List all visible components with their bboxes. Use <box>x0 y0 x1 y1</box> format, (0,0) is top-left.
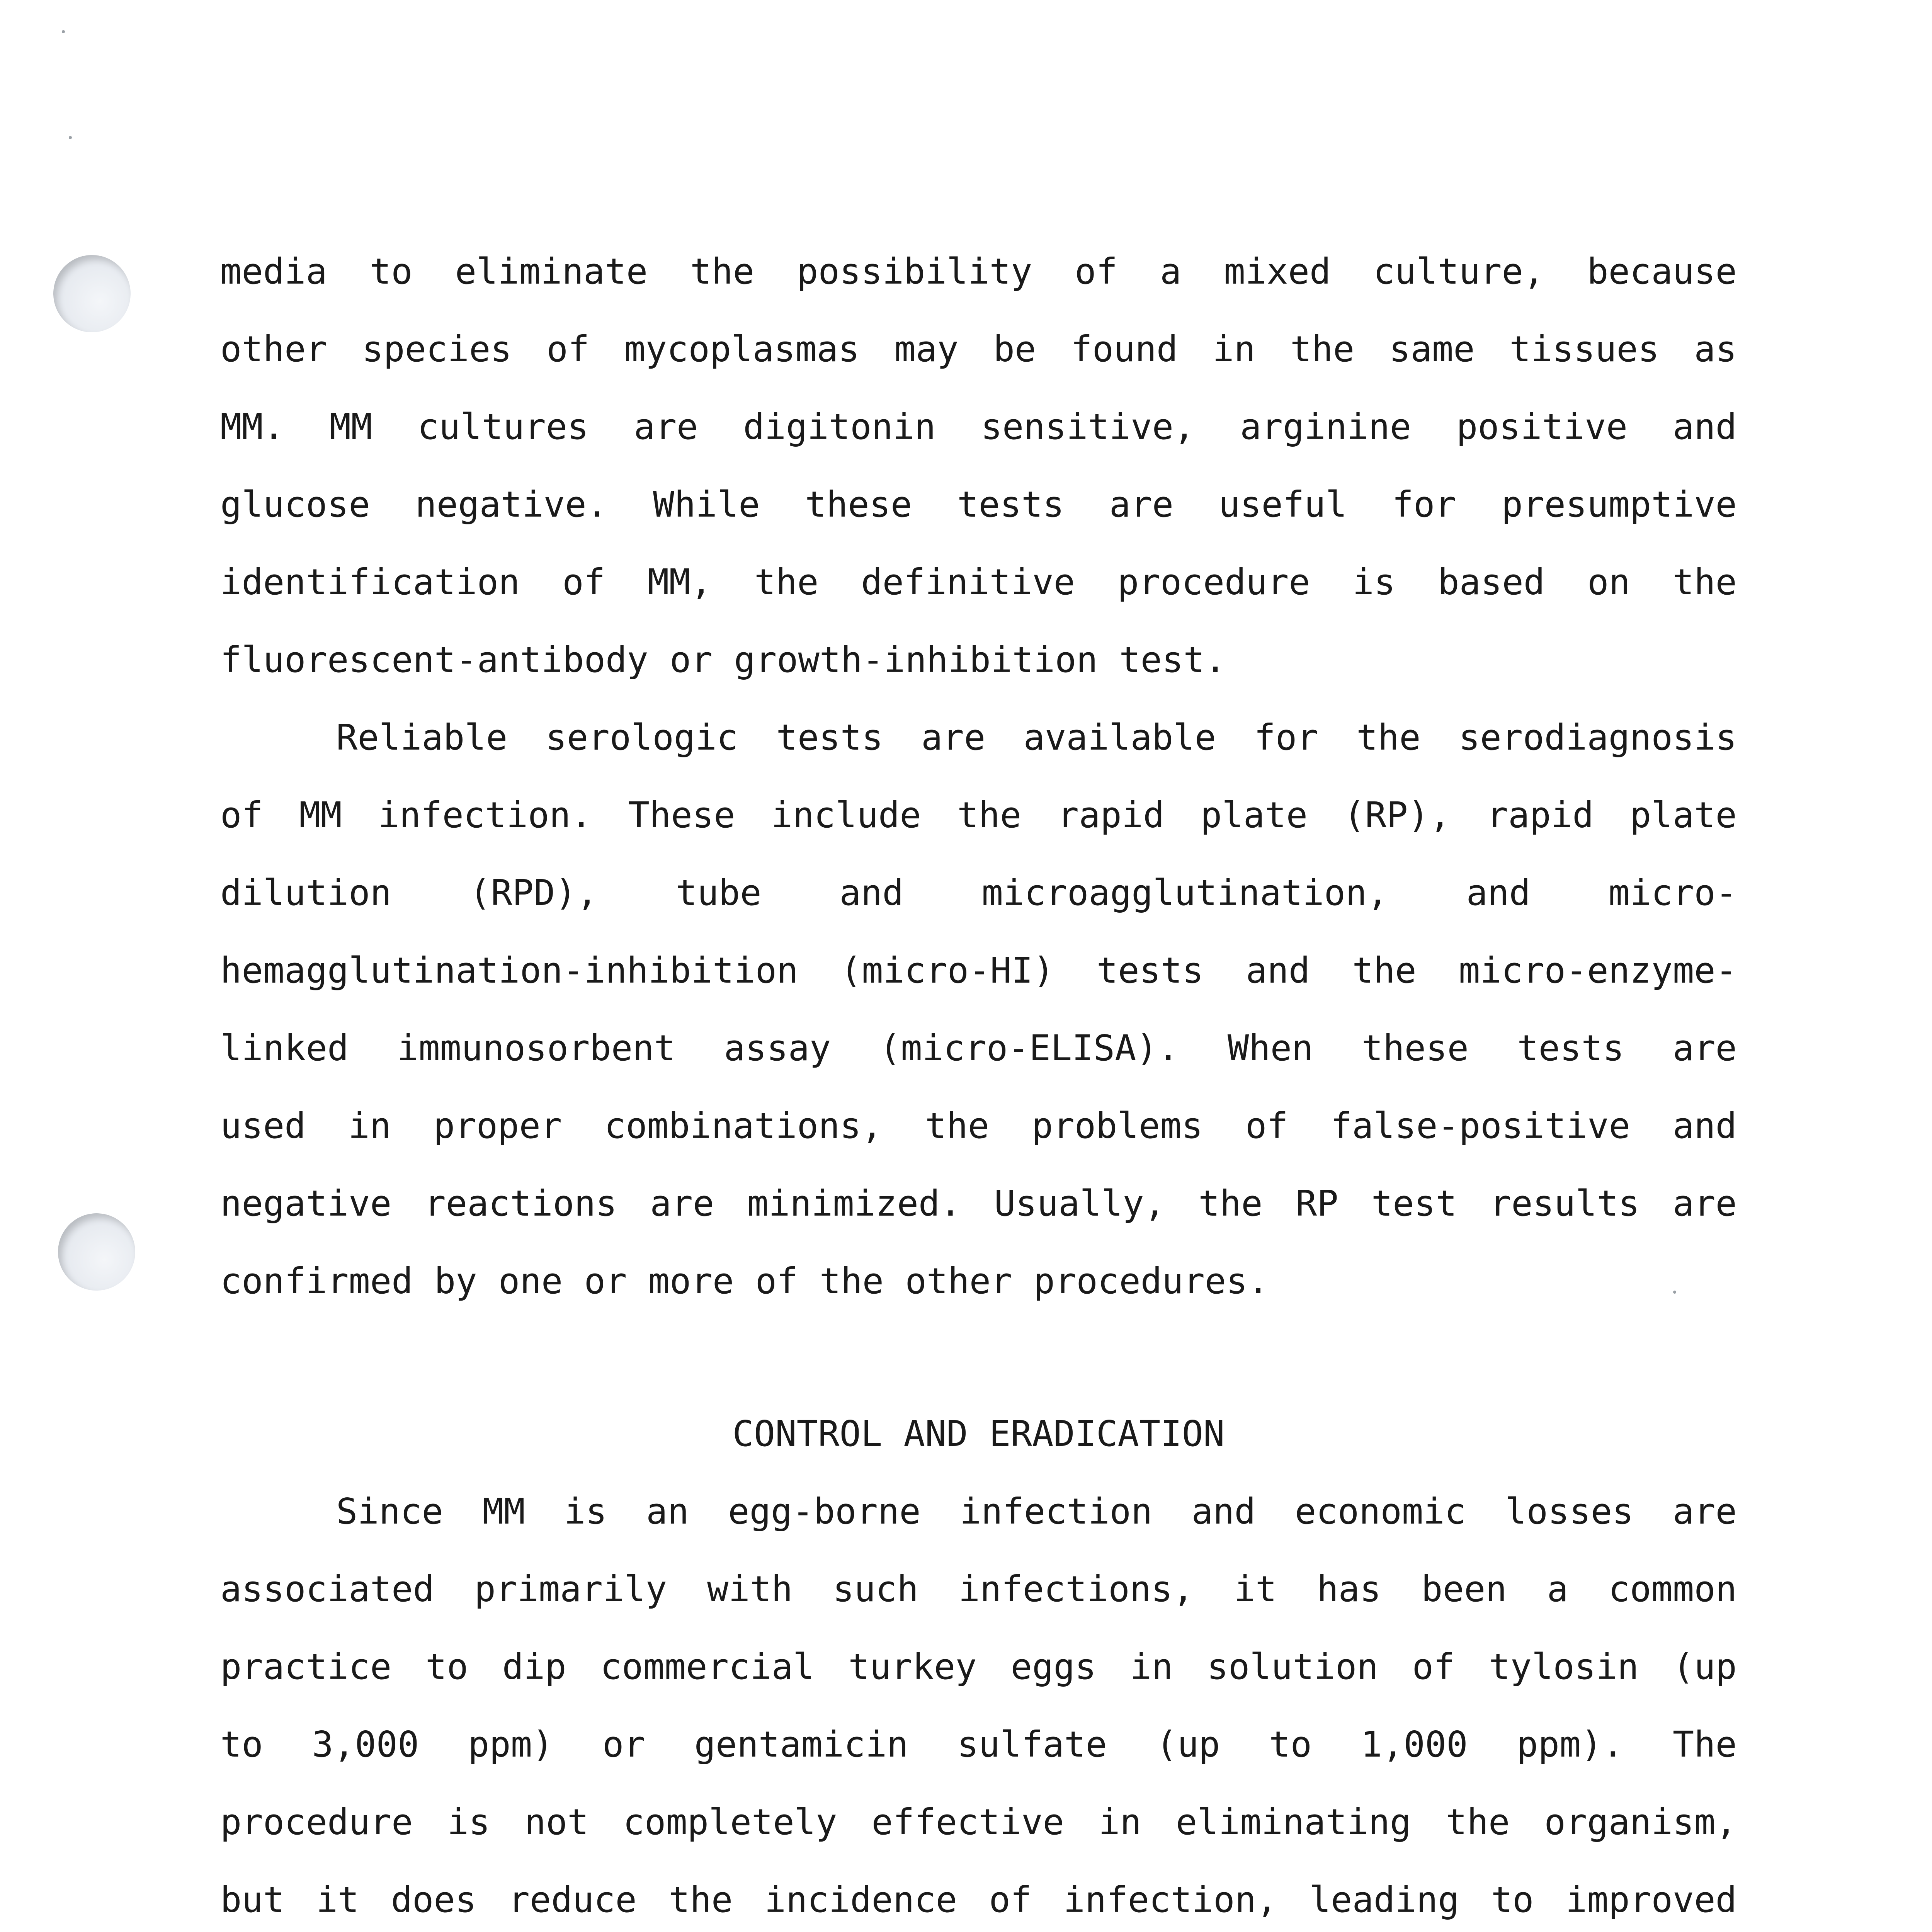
text-line: to 3,000 ppm) or gentamicin sulfate (up to 1,000 ppm). The <box>220 1724 1737 1765</box>
text-line: Since MM is an egg-borne infection and economic losses are <box>336 1491 1737 1532</box>
text-line: of MM infection. These include the rapid plate (RP), rapid plate <box>220 794 1737 836</box>
text-line: hemagglutination-inhibition (micro-HI) tests and the micro-enzyme- <box>220 950 1737 991</box>
text-line: identification of MM, the definitive procedure is based on the <box>220 561 1737 603</box>
scan-speck <box>62 30 65 33</box>
text-line: negative reactions are minimized. Usually, the RP test results are <box>220 1183 1737 1224</box>
text-line: used in proper combinations, the problems of false-positive and <box>220 1105 1737 1146</box>
text-line: Reliable serologic tests are available for the serodiagnosis <box>336 717 1737 758</box>
text-line: other species of mycoplasmas may be found in the same tissues as <box>220 328 1737 370</box>
text-line: procedure is not completely effective in eliminating the organism, <box>220 1801 1737 1843</box>
text-line: media to eliminate the possibility of a mixed culture, because <box>220 251 1737 292</box>
text-line: but it does reduce the incidence of infection, leading to improved <box>220 1879 1737 1920</box>
section-heading: CONTROL AND ERADICATION <box>732 1413 1225 1454</box>
text-line: confirmed by one or more of the other procedures. <box>220 1260 1269 1302</box>
binder-hole <box>58 1213 135 1291</box>
text-line: associated primarily with such infections, it has been a common <box>220 1568 1737 1610</box>
text-line: practice to dip commercial turkey eggs in solution of tylosin (up <box>220 1646 1737 1687</box>
text-line: linked immunosorbent assay (micro-ELISA). When these tests are <box>220 1027 1737 1069</box>
binder-hole <box>53 255 131 332</box>
text-line: fluorescent-antibody or growth-inhibition test. <box>220 639 1226 680</box>
text-line: MM. MM cultures are digitonin sensitive, arginine positive and <box>220 406 1737 447</box>
text-line: dilution (RPD), tube and microagglutination, and micro- <box>220 872 1737 913</box>
text-line: glucose negative. While these tests are useful for presumptive <box>220 484 1737 525</box>
scan-speck <box>69 136 72 139</box>
